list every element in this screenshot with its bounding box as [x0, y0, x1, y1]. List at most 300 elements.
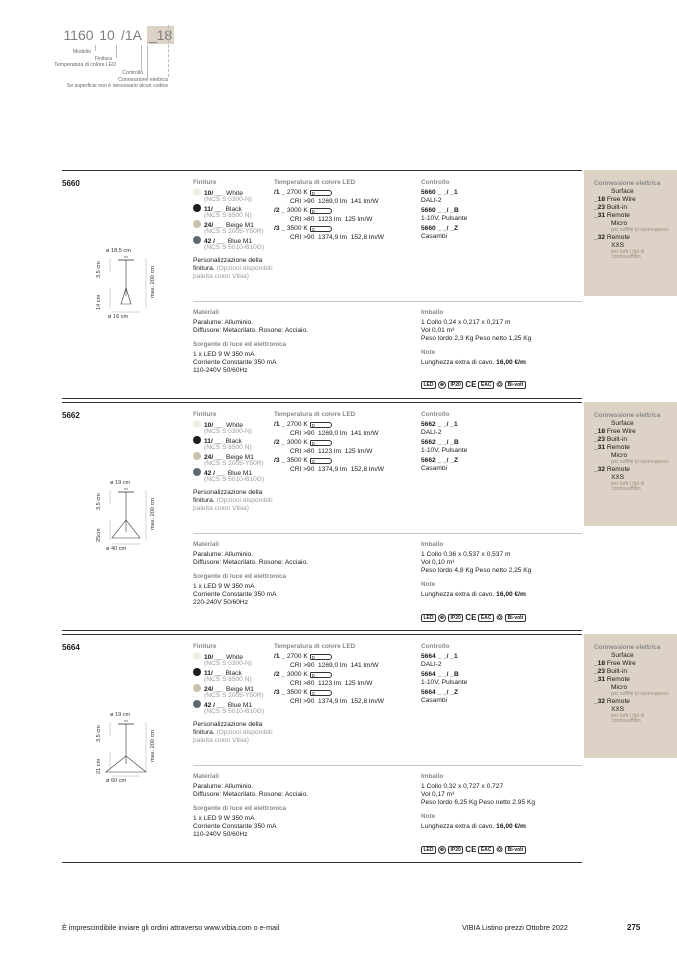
materials-line: Paralume: Alluminio.: [193, 782, 254, 790]
control-option: [421, 189, 521, 205]
control-option: [421, 671, 521, 687]
materials-line: Paralume: Alluminio.: [193, 318, 254, 326]
materials-label: Materiali: [193, 309, 219, 316]
dim-shade-height: 21 cm: [96, 758, 102, 774]
control-desc: 1-10V, Pulsante: [421, 214, 468, 222]
control-desc: DALI-2: [421, 428, 442, 436]
finish-name: Black: [225, 206, 242, 213]
finish-row: [193, 204, 273, 212]
lamp-dimension-drawing: [88, 480, 188, 550]
packaging-line: Peso lordo 4,8 Kg Peso netto 2,25 Kg: [421, 566, 532, 574]
ip20-icon: IP20: [448, 381, 463, 389]
control-option: [421, 421, 521, 437]
connection-note: per soffitti in cartongesso: [611, 227, 669, 234]
connection-option: _32 Remote: [594, 465, 630, 473]
source-line: 220-240V 50/60Hz: [193, 598, 248, 606]
packaging-line: 1 Collo 0,32 x 0,727 x 0,727: [421, 782, 504, 790]
dim-top-diameter: ø 18,5 cm: [106, 248, 131, 254]
finish-code: 11/ __: [204, 670, 222, 677]
ce-icon: CE: [465, 613, 477, 622]
temperature-kelvin: 3000 K: [286, 438, 308, 446]
connection-panel: [584, 634, 677, 758]
finish-name: White: [226, 421, 243, 429]
control-option: [421, 225, 521, 241]
connection-label: Surface: [611, 420, 634, 428]
packaging-line: Vol 0,10 m³: [421, 558, 455, 566]
bivolt-icon: Bi-volt: [505, 381, 526, 389]
packaging-label: Imballo: [421, 309, 444, 316]
materials-block: [193, 541, 393, 607]
dim-total-height: max. 200 cm: [150, 497, 156, 530]
temperature-kelvin: 2700 K: [286, 652, 308, 660]
dim-bottom-diameter: ø 40 cm: [106, 546, 127, 552]
certification-icons: [421, 614, 528, 623]
finish-ncs: (NCS S 0300-N): [204, 659, 253, 667]
control-option: [421, 653, 521, 669]
source-label: Sorgente di luce ed elettronica: [193, 340, 287, 348]
temperature-kelvin: 3000 K: [286, 206, 308, 214]
finish-swatch: [193, 452, 201, 460]
finish-ncs: (NCS S 5010-B10G): [204, 708, 265, 716]
packaging-line: Peso lordo 6,25 Kg Peso netto 2,95 Kg: [421, 798, 536, 806]
temperature-code: /3 _: [274, 224, 285, 232]
footer-order-note: È imprescindibile inviare gli ordini attraverso www.vibia.com o e-mail: [62, 923, 280, 932]
dim-canopy-height: 3,5 cm: [96, 493, 102, 510]
dimmable-icon: ⊕: [439, 615, 445, 621]
finish-row: [193, 684, 273, 692]
led-icon: LED: [421, 381, 436, 389]
temperature-row: [274, 225, 414, 234]
connection-note: per tutti i tipi di controsoffitto: [611, 248, 645, 261]
subsection-divider: [193, 533, 582, 534]
temperature-kelvin: 3000 K: [286, 670, 308, 678]
temperature-kelvin: 3500 K: [286, 688, 308, 696]
finish-ncs: (NCS S 8500 N): [204, 212, 252, 220]
finish-swatch: [193, 700, 201, 708]
finish-row: [193, 436, 273, 444]
finish-row: [193, 700, 273, 708]
connection-label: Surface: [611, 188, 634, 196]
materials-block: [193, 309, 393, 375]
finish-swatch: [193, 188, 201, 196]
control-desc: Casambi: [421, 696, 448, 704]
finish-row: [193, 420, 273, 428]
temperature-column: [274, 179, 414, 243]
control-code: 5662 _ _/ _B: [421, 438, 459, 446]
finish-swatch: [193, 204, 201, 212]
led-icon: LED: [421, 614, 436, 622]
temperature-kelvin: 3500 K: [286, 224, 308, 232]
control-column: [421, 643, 521, 707]
temperature-kelvin: 2700 K: [286, 420, 308, 428]
finish-code: 10/ __: [204, 653, 223, 661]
legend-temperature: Temperatura di colore LED: [54, 62, 116, 68]
control-code: 5660 _ _/ _1: [421, 188, 458, 196]
temperature-row: [274, 207, 414, 216]
connection-label: Connessione elettrica: [594, 644, 661, 651]
finish-name: Blue M1: [227, 238, 253, 246]
temperature-code: /3 _: [274, 456, 285, 464]
finishes-label: Finiture: [193, 411, 217, 418]
packaging-block: [421, 541, 581, 599]
energy-class-icon: D: [310, 672, 332, 678]
connection-label: Micro: [611, 684, 628, 692]
control-desc: Casambi: [421, 232, 448, 240]
temperature-specs: CRI >90 1374,9 lm 152,8 lm/W: [290, 697, 385, 705]
temperature-specs: CRI >80 1123 lm 125 lm/W: [290, 215, 373, 223]
temperature-specs: CRI >90 1374,9 lm 152,8 lm/W: [290, 233, 385, 241]
code-connection: _18: [148, 27, 173, 43]
dim-canopy-height: 3,5 cm: [96, 725, 102, 742]
temperature-row: [274, 189, 414, 198]
control-label: Controllo: [421, 643, 450, 650]
subsection-divider: [193, 301, 582, 302]
materials-line: Diffusore: Metacrilato. Rosone: Acciaio.: [193, 558, 308, 566]
finish-code: 24/ __: [204, 686, 223, 694]
connection-option: _18 Free Wire: [594, 196, 636, 204]
connection-label: Micro: [611, 220, 628, 228]
custom-finish: Personalizzazione della finitura. (Opzioni disponibili: paletta colori Vibia): [193, 720, 274, 745]
finish-code: 24/ __: [204, 454, 223, 462]
dimmable-icon: ⊕: [439, 382, 445, 388]
finish-swatch: [193, 220, 201, 228]
code-legend: [0, 45, 170, 97]
section-end-divider: [62, 630, 582, 631]
page-number: 275: [627, 923, 641, 932]
connection-option: _18 Free Wire: [594, 660, 636, 668]
dim-bottom-diameter: ø 60 cm: [106, 778, 127, 784]
connection-option: _32 Remote: [594, 233, 630, 241]
temperature-code: /2 _: [274, 206, 285, 214]
packaging-line: Vol 0,01 m³: [421, 326, 455, 334]
energy-class-icon: D: [310, 440, 332, 446]
finishes-column: [193, 643, 273, 745]
dim-canopy-height: 3,5 cm: [96, 261, 102, 278]
note-text: Lunghezza extra di cavo. 16,00 €/m: [421, 358, 526, 366]
control-code: 5662 _ _/ _1: [421, 420, 458, 428]
code-model: 1160: [63, 27, 94, 43]
legend-no-code: Se superficie non è necessario alcun codice: [66, 83, 168, 89]
ip20-icon: IP20: [448, 846, 463, 854]
footer-catalog-title: VIBIA Listino prezzi Ottobre 2022: [462, 923, 568, 932]
section-divider: [62, 634, 582, 635]
materials-line: Diffusore: Metacrilato. Rosone: Acciaio.: [193, 326, 308, 334]
dimmable-icon: ⊕: [439, 847, 445, 853]
dim-total-height: max. 200 cm: [150, 729, 156, 762]
bivolt-icon: Bi-volt: [505, 614, 526, 622]
energy-class-icon: D: [310, 190, 332, 196]
temperature-specs: CRI >90 1269,0 lm 141 lm/W: [290, 197, 379, 205]
section-divider: [62, 170, 582, 171]
finish-swatch: [193, 668, 201, 676]
control-code: 5664 _ _/ _Z: [421, 688, 459, 696]
finish-ncs: (NCS S 2005-Y50R): [204, 460, 264, 468]
section-divider: [62, 402, 582, 403]
control-option: [421, 457, 521, 473]
ip20-icon: IP20: [448, 614, 463, 622]
connection-option: _18 Free Wire: [594, 428, 636, 436]
section-end-divider: [62, 398, 582, 399]
code-temperature: /1A: [120, 27, 142, 43]
dim-top-diameter: ø 19 cm: [110, 480, 131, 486]
finish-swatch: [193, 236, 201, 244]
finish-ncs: (NCS S 0300-N): [204, 195, 253, 203]
temperature-code: /2 _: [274, 670, 285, 678]
materials-line: Paralume: Alluminio.: [193, 550, 254, 558]
energy-class-icon: G: [310, 458, 332, 464]
connection-option: _32 Remote: [594, 697, 630, 705]
energy-class-icon: G: [310, 226, 332, 232]
lamp-dimension-drawing: [88, 712, 188, 782]
connection-label: Connessione elettrica: [594, 180, 661, 187]
temperature-code: /1 _: [274, 652, 285, 660]
product-section-5664: [62, 634, 677, 864]
connection-label: XXS: [611, 705, 625, 713]
finish-swatch: [193, 468, 201, 476]
finish-ncs: (NCS S 0300-N): [204, 427, 253, 435]
connection-option: _31 Remote: [594, 444, 630, 452]
certification-icons: [421, 381, 528, 390]
materials-label: Materiali: [193, 773, 219, 780]
bivolt-icon: Bi-volt: [505, 846, 526, 854]
finish-name: Black: [225, 670, 242, 677]
connection-label: XXS: [611, 241, 625, 249]
dim-total-height: max. 200 cm: [150, 265, 156, 298]
product-section-5660: [62, 170, 677, 400]
finishes-column: [193, 411, 273, 513]
connection-label: XXS: [611, 473, 625, 481]
finish-code: 11/ __: [204, 206, 222, 213]
product-code: 5664: [62, 643, 80, 652]
source-line: 1 x LED 9 W 350 mA: [193, 350, 255, 358]
finish-ncs: (NCS S 5010-B10G): [204, 244, 265, 252]
product-code-header: [62, 26, 174, 44]
control-desc: 1-10V, Pulsante: [421, 446, 468, 454]
finish-name: Blue M1: [227, 470, 253, 478]
custom-finish: Personalizzazione della finitura. (Opzioni disponibili: paletta colori Vibia): [193, 256, 274, 281]
connection-note: per tutti i tipi di controsoffitto: [611, 480, 645, 493]
control-option: [421, 689, 521, 705]
finish-code: 42 / __: [204, 238, 225, 246]
product-code: 5662: [62, 411, 80, 420]
materials-line: Diffusore: Metacrilato. Rosone: Acciaio.: [193, 790, 308, 798]
packaging-line: Vol 0,17 m³: [421, 790, 455, 798]
finish-name: Beige M1: [226, 222, 254, 230]
temperature-code: /2 _: [274, 438, 285, 446]
energy-class-icon: D: [310, 422, 332, 428]
control-column: [421, 411, 521, 475]
control-code: 5664 _ _/ _1: [421, 652, 458, 660]
eac-icon: EAC: [478, 846, 494, 854]
connection-note: per soffitti in cartongesso: [611, 691, 669, 698]
source-label: Sorgente di luce ed elettronica: [193, 572, 287, 580]
ce-icon: CE: [465, 845, 477, 854]
dim-shade-height: 25cm: [96, 528, 102, 542]
legend-connection: Connessione elettrica: [118, 77, 168, 83]
eac-icon: EAC: [478, 381, 494, 389]
temperature-column: [274, 643, 414, 707]
temperature-label: Temperatura di colore LED: [274, 411, 356, 418]
note-text: Lunghezza extra di cavo. 16,00 €/m: [421, 822, 526, 830]
connection-option: _23 Built-in: [594, 668, 628, 676]
temperature-row: [274, 457, 414, 466]
temperature-row: [274, 421, 414, 430]
finish-code: 42 / __: [204, 470, 225, 478]
recycle-icon: ♲: [495, 845, 504, 854]
control-desc: 1-10V, Pulsante: [421, 678, 468, 686]
led-icon: LED: [421, 846, 436, 854]
finish-swatch: [193, 436, 201, 444]
connection-note: per soffitti in cartongesso: [611, 459, 669, 466]
control-desc: DALI-2: [421, 660, 442, 668]
temperature-column: [274, 411, 414, 475]
code-finish: 10: [99, 27, 115, 43]
subsection-divider: [193, 765, 582, 766]
connection-label: Connessione elettrica: [594, 412, 661, 419]
finish-row: [193, 652, 273, 660]
finish-ncs: (NCS S 2005-Y50R): [204, 228, 264, 236]
finishes-column: [193, 179, 273, 281]
recycle-icon: ♲: [495, 380, 504, 389]
connection-option: _23 Built-in: [594, 204, 628, 212]
energy-class-icon: D: [310, 654, 332, 660]
finish-swatch: [193, 684, 201, 692]
finish-row: [193, 236, 273, 244]
energy-class-icon: D: [310, 208, 332, 214]
source-line: 110-240V 50/60Hz: [193, 830, 248, 838]
recycle-icon: ♲: [495, 613, 504, 622]
temperature-specs: CRI >80 1123 lm 125 lm/W: [290, 447, 373, 455]
temperature-row: [274, 439, 414, 448]
packaging-label: Imballo: [421, 541, 444, 548]
temperature-specs: CRI >90 1269,0 lm 141 lm/W: [290, 661, 379, 669]
control-code: 5664 _ _/ _B: [421, 670, 459, 678]
materials-label: Materiali: [193, 541, 219, 548]
finishes-label: Finiture: [193, 643, 217, 650]
finishes-label: Finiture: [193, 179, 217, 186]
control-label: Controllo: [421, 179, 450, 186]
temperature-code: /1 _: [274, 188, 285, 196]
finish-row: [193, 188, 273, 196]
packaging-line: Peso lordo 2,3 Kg Peso netto 1,25 Kg: [421, 334, 532, 342]
product-drawing: [88, 480, 188, 550]
connection-note: per tutti i tipi di controsoffitto: [611, 712, 645, 725]
dim-top-diameter: ø 19 cm: [110, 712, 131, 718]
finish-ncs: (NCS S 8500 N): [204, 444, 252, 452]
legend-finish: Finitura: [94, 56, 112, 62]
finish-ncs: (NCS S 8500 N): [204, 676, 252, 684]
finish-name: Blue M1: [227, 702, 253, 710]
finish-code: 11/ __: [204, 438, 222, 445]
finish-name: Black: [225, 438, 242, 445]
finish-name: Beige M1: [226, 454, 254, 462]
connection-panel: [584, 402, 677, 526]
custom-finish: Personalizzazione della finitura. (Opzioni disponibili: paletta colori Vibia): [193, 488, 274, 513]
temperature-code: /3 _: [274, 688, 285, 696]
connection-label: Micro: [611, 452, 628, 460]
certification-icons: [421, 846, 528, 855]
ce-icon: CE: [465, 380, 477, 389]
temperature-label: Temperatura di colore LED: [274, 643, 356, 650]
finish-code: 42 / __: [204, 702, 225, 710]
product-section-5662: [62, 402, 677, 632]
finish-row: [193, 468, 273, 476]
finish-code: 10/ __: [204, 189, 223, 197]
finish-name: White: [226, 653, 243, 661]
materials-block: [193, 773, 393, 839]
finish-row: [193, 668, 273, 676]
control-option: [421, 207, 521, 223]
control-label: Controllo: [421, 411, 450, 418]
dim-bottom-diameter: ø 16 cm: [108, 314, 129, 320]
finish-row: [193, 452, 273, 460]
packaging-line: 1 Collo 0,36 x 0,537 x 0,537 m: [421, 550, 511, 558]
temperature-specs: CRI >90 1374,9 lm 152,8 lm/W: [290, 465, 385, 473]
control-desc: DALI-2: [421, 196, 442, 204]
finish-swatch: [193, 652, 201, 660]
temperature-row: [274, 689, 414, 698]
temperature-label: Temperatura di colore LED: [274, 179, 356, 186]
source-line: 1 x LED 9 W 350 mA: [193, 582, 255, 590]
control-code: 5660 _ _/ _Z: [421, 224, 459, 232]
packaging-block: [421, 309, 581, 367]
source-line: Corriente Constante 350 mA: [193, 358, 277, 366]
connection-option: _31 Remote: [594, 676, 630, 684]
source-line: Corriente Constante 350 mA: [193, 822, 277, 830]
finish-name: Beige M1: [226, 686, 254, 694]
packaging-line: 1 Collo 0,24 x 0,217 x 0,217 m: [421, 318, 511, 326]
finish-code: 24/ __: [204, 222, 223, 230]
temperature-row: [274, 653, 414, 662]
product-code: 5660: [62, 179, 80, 188]
control-option: [421, 439, 521, 455]
temperature-specs: CRI >80 1123 lm 125 lm/W: [290, 679, 373, 687]
temperature-kelvin: 2700 K: [286, 188, 308, 196]
source-line: Corriente Constante 350 mA: [193, 590, 277, 598]
note-label: Note: [421, 580, 436, 588]
dim-shade-height: 14 cm: [96, 294, 102, 310]
temperature-specs: CRI >90 1269,0 lm 141 lm/W: [290, 429, 379, 437]
finish-ncs: (NCS S 2005-Y50R): [204, 692, 264, 700]
source-line: 110-240V 50/60Hz: [193, 366, 248, 374]
product-drawing: [88, 248, 188, 318]
finish-ncs: (NCS S 5010-B10G): [204, 476, 265, 484]
control-desc: Casambi: [421, 464, 448, 472]
packaging-block: [421, 773, 581, 831]
finish-name: White: [226, 189, 243, 197]
finish-row: [193, 220, 273, 228]
packaging-label: Imballo: [421, 773, 444, 780]
note-label: Note: [421, 812, 436, 820]
control-code: 5660 _ _/ _B: [421, 206, 459, 214]
legend-model: Modello: [72, 49, 91, 55]
temperature-code: /1 _: [274, 420, 285, 428]
temperature-row: [274, 671, 414, 680]
temperature-kelvin: 3500 K: [286, 456, 308, 464]
connection-label: Surface: [611, 652, 634, 660]
energy-class-icon: G: [310, 690, 332, 696]
control-code: 5662 _ _/ _Z: [421, 456, 459, 464]
note-text: Lunghezza extra di cavo. 16,00 €/m: [421, 590, 526, 598]
eac-icon: EAC: [478, 614, 494, 622]
note-label: Note: [421, 348, 436, 356]
finish-code: 10/ __: [204, 421, 223, 429]
legend-control: Controllo: [122, 70, 143, 76]
finish-swatch: [193, 420, 201, 428]
lamp-dimension-drawing: [88, 248, 188, 318]
connection-option: _23 Built-in: [594, 436, 628, 444]
control-column: [421, 179, 521, 243]
